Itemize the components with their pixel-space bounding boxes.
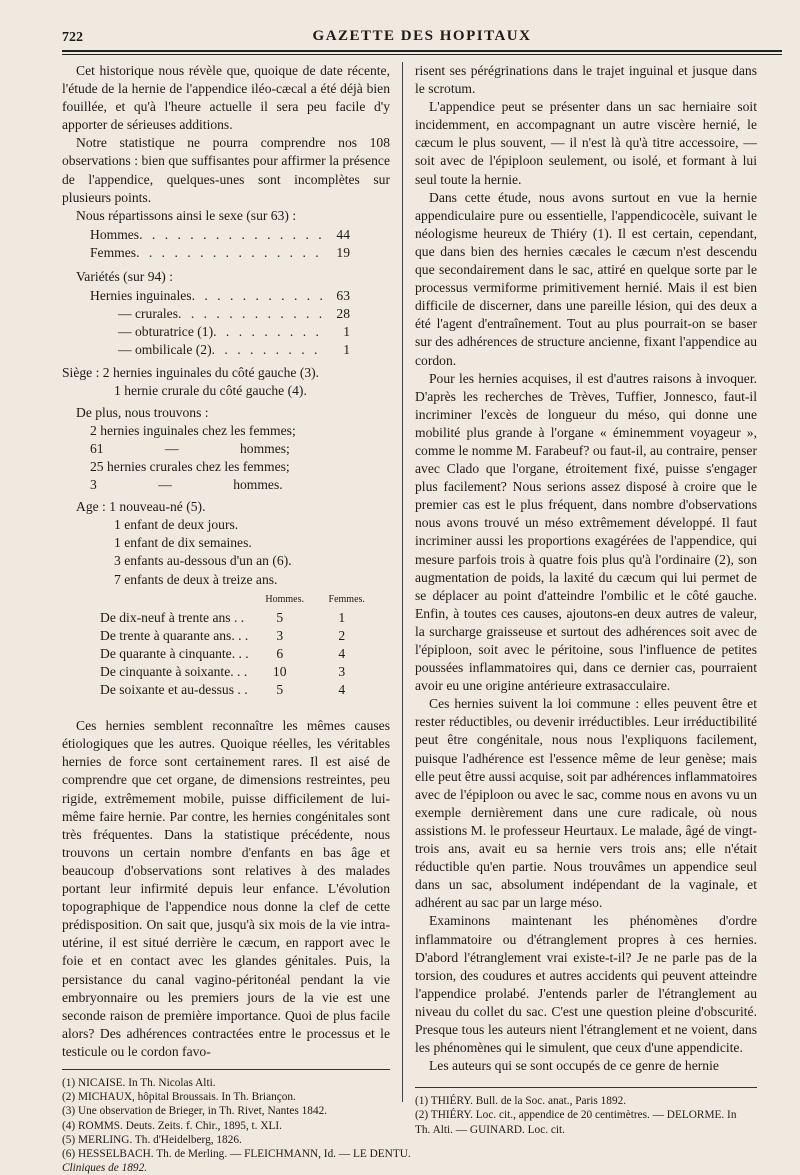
list-item: Age : 1 nouveau-né (5). <box>76 499 206 515</box>
paragraph: risent ses pérégrinations dans le trajet inguinal et jusque dans le scrotum. <box>415 63 757 97</box>
footnotes <box>62 1076 411 1175</box>
header-rule-thin <box>62 54 782 55</box>
footnotes <box>415 1094 757 1137</box>
paragraph: Les auteurs qui se sont occupés de ce genre de hernie <box>429 1058 719 1074</box>
list-item: Hommes . . . 44 <box>90 226 350 244</box>
paragraph: Ces hernies semblent reconnaître les mêmes causes étiologiques que les autres. Quoique réelles, les véritables hernies de force sont certainement rares. Il est aisé de comprendre que cet organe, de dimensions restreintes, peu rigide, extrêmement mobile, puisse difficilement de lui-même faire hernie. Par contre, les hernies congénitales sont très fréquentes. Dans la statistique précédente, nous trouvons un certain nombre d'enfants en bas âge et beaucoup d'observations sont relatives à des malades portant leur infirmité depuis leur enfance. L'évolution topographique de l'appendice nous donne la clef de cette prédisposition. On sait que, jusqu'à six mois de la vie intra-utérine, il est situé derrière le cæcum, en rapport avec le foie et en contact avec les glandes génitales. Puis, la persistance du canal vagino-péritonéal pendant la vie embryonnaire ou les premiers jours de la vie est une seconde raison de première importance. Quoi de plus facile alors? Des adhérences contractées entre le processus et le testicule ou le cordon favo- <box>62 718 390 1059</box>
varietes-list <box>90 287 350 359</box>
paragraph: Notre statistique ne pourra comprendre nos 108 observations : bien que suffisantes pour affirmer la présence de l'appendice, quelques-unes sont incomplètes sur plusieurs points. <box>62 135 390 205</box>
list-item: 3 — hommes. <box>90 477 283 493</box>
table-header: Femmes. <box>328 593 365 605</box>
paragraph: Ces hernies suivent la loi commune : elles peuvent être et rester réductibles, ou devenir irréductibles. Leur irréductibilité peut être congénitale, nous nous l'expliquons facilement, puisque l'adhérence est l'essence même de leur genèse; mais elle peut être aussi acquise, soit par adhérences inflammatoires avec de l'épiploon ou avec le sac, comme nous en avons vu un exemple dernièrement dans une cure radicale, où nous assistions M. le professeur Heurtaux. Le malade, âgé de vingt-trois ans, avait eu sa hernie vers trois ans; elle n'était réductible qu'en partie. Nous trouvâmes un appendice seul dans un sac, absolument indépendant de la vaginale, et adhérent au sac par un large méso. <box>415 696 757 911</box>
list-item: 1 enfant de deux jours. <box>114 517 239 533</box>
paragraph: Pour les hernies acquises, il est d'autres raisons à invoquer. D'après les recherches de Trèves, Tuffier, Jonnesco, faut-il incriminer l'excès de longueur du méso, qui donne une mobilité plus grande à l'organe « éminemment voyageur », comme le nomme M. Farabeuf? ou faut-il, au contraire, penser avec Clado que l'organe, étroitement fixé, puisse s'engager plus facilement? Nous serions assez disposé à croire que le premier cas est le plus fréquent, dans nombre d'observations nous avons trouvé un méso extrêmement développé. Il faut incriminer aussi les proportions exagérées de l'appendice, qui mesure parfois trois à quatre fois plus qu'à l'ordinaire (2), son augmentation de poids, la laxité du cæcum qui lui permet de se déplacer au point d'atteindre l'ombilic et le côté gauche. Enfin, à toutes ces causes, ajoutons-en deux autres de valeur, la surcharge graisseuse et surtout des adhérences soit avec de l'épiploon, soit avec le péritoine, sous l'influence de petites poussées inflammatoires qui, dans ce dernier cas, pourraient avoir eu une origine antérieure extrasacculaire. <box>415 370 757 694</box>
sexe-intro: Nous répartissons ainsi le sexe (sur 63) : <box>76 207 297 223</box>
list-item: 1 enfant de dix semaines. <box>114 535 252 551</box>
siege-line: 1 hernie crurale du côté gauche (4). <box>114 382 307 398</box>
paragraph: Dans cette étude, nous avons surtout en vue la hernie appendiculaire pure ou essentielle, l'appendicocèle, suivant le néologisme heureux de Thiéry (1). Il est certain, cependant, que dans bien des hernies cæcales le cæcum n'est descendu que secondairement dans le sac, attiré en quelque sorte par le processus vermiforme primitivement hernié. Mais il est bien difficile de discerner, dans une pareille lésion, qui des deux a été l'agent d'entraînement. Tout au plus pourrait-on se baser sur des adhérences de structure ancienne, fixant l'appendice au cordon. <box>415 189 757 368</box>
footnote: (3) Une observation de Brieger, in Th. Rivet, Nantes 1842. <box>62 1105 328 1118</box>
footnote: Cliniques de 1892. <box>62 1162 148 1175</box>
table-row: De quarante à cinquante. . . 6 4 <box>100 645 346 661</box>
list-item: 7 enfants de deux à treize ans. <box>114 571 278 587</box>
footnote: Th. Alti. — GUINARD. Loc. cit. <box>415 1123 565 1136</box>
paragraph: Cet historique nous révèle que, quoique de date récente, l'étude de la hernie de l'appendice iléo-cæcal a été déjà bien fouillée, et qu'à l'heure actuelle il sera peu facile d'y apporter de sérieuses additions. <box>62 63 390 133</box>
table-header-row <box>100 591 373 609</box>
list-item: 61 — hommes; <box>90 440 290 456</box>
footnote: (2) MICHAUX, hôpital Broussais. In Th. Briançon. <box>62 1091 296 1104</box>
page-number: 722 <box>62 30 83 45</box>
table-header: Hommes. <box>265 593 305 605</box>
list-item: — obturatrice (1) . . . 1 <box>90 323 350 341</box>
footnote-rule <box>415 1087 757 1088</box>
table-row: De cinquante à soixante. . . 10 3 <box>100 664 346 679</box>
list-item: 25 hernies crurales chez les femmes; <box>90 458 290 474</box>
left-column <box>62 62 411 1175</box>
column-divider <box>402 62 403 1102</box>
table-row: De soixante et au-dessus . . 5 4 <box>100 682 346 698</box>
list-item: Hernies inguinales . . . 63 <box>90 287 350 305</box>
age-table <box>100 591 373 700</box>
footnote: (5) MERLING. Th. d'Heidelberg, 1826. <box>62 1133 242 1146</box>
varietes-intro: Variétés (sur 94) : <box>76 269 174 285</box>
age-list <box>62 498 390 588</box>
paragraph: Examinons maintenant les phénomènes d'ordre inflammatoire ou d'étranglement propres à ces hernies. D'abord l'étranglement vrai existe-t-il? Je ne parle pas de la torsion, des coudures et autres accidents qui peuvent atteindre l'appendice prolabé. J'entends parler de l'étranglement au niveau du collet du sac. C'est une question pleine d'obscurité. Presque tous les auteurs nient l'étranglement et ne voient, dans les phénomènes qui le simulent, que ceux d'une appendicite. <box>415 913 757 1056</box>
footnote: (6) HESSELBACH. Th. de Merling. — FLEICHMANN, Id. — LE DENTU. <box>62 1147 411 1160</box>
footnote: (4) ROMMS. Deuts. Zeits. f. Chir., 1895, t. XLI. <box>62 1119 282 1132</box>
journal-title: GAZETTE DES HOPITAUX <box>312 28 532 44</box>
footnote: (1) NICAISE. In Th. Nicolas Alti. <box>62 1076 216 1089</box>
siege-line: Siège : 2 hernies inguinales du côté gauche (3). <box>62 364 320 380</box>
list-item: — ombilicale (2) . . . 1 <box>90 341 350 359</box>
list-item: Femmes . . . 19 <box>90 244 350 262</box>
footnote: (2) THIÉRY. Loc. cit., appendice de 20 centimètres. — DELORME. In <box>415 1109 737 1122</box>
list-item: — crurales . . . 28 <box>90 305 350 323</box>
table-row: De dix-neuf à trente ans . . 5 1 <box>100 609 346 625</box>
footnote: (1) THIÉRY. Bull. de la Soc. anat., Paris 1892. <box>415 1095 627 1108</box>
sexe-list <box>90 226 350 262</box>
deplus-list <box>62 422 390 494</box>
header-rule <box>62 50 782 52</box>
list-item: 3 enfants au-dessous d'un an (6). <box>114 553 292 569</box>
list-item: 2 hernies inguinales chez les femmes; <box>90 422 296 438</box>
footnote-rule <box>62 1069 390 1070</box>
table-row: De trente à quarante ans. . . 3 2 <box>100 627 346 643</box>
deplus-intro: De plus, nous trouvons : <box>76 404 209 420</box>
paragraph: L'appendice peut se présenter dans un sac herniaire soit incidemment, en accompagnant un autre viscère hernié, le cæcum le plus souvent, — il n'est là qu'à titre accessoire, — soit avec de l'épiploon seulement, ou isolé, et formant à lui seul toute la hernie. <box>415 99 757 187</box>
page-header <box>62 28 782 50</box>
right-column <box>415 62 757 1137</box>
